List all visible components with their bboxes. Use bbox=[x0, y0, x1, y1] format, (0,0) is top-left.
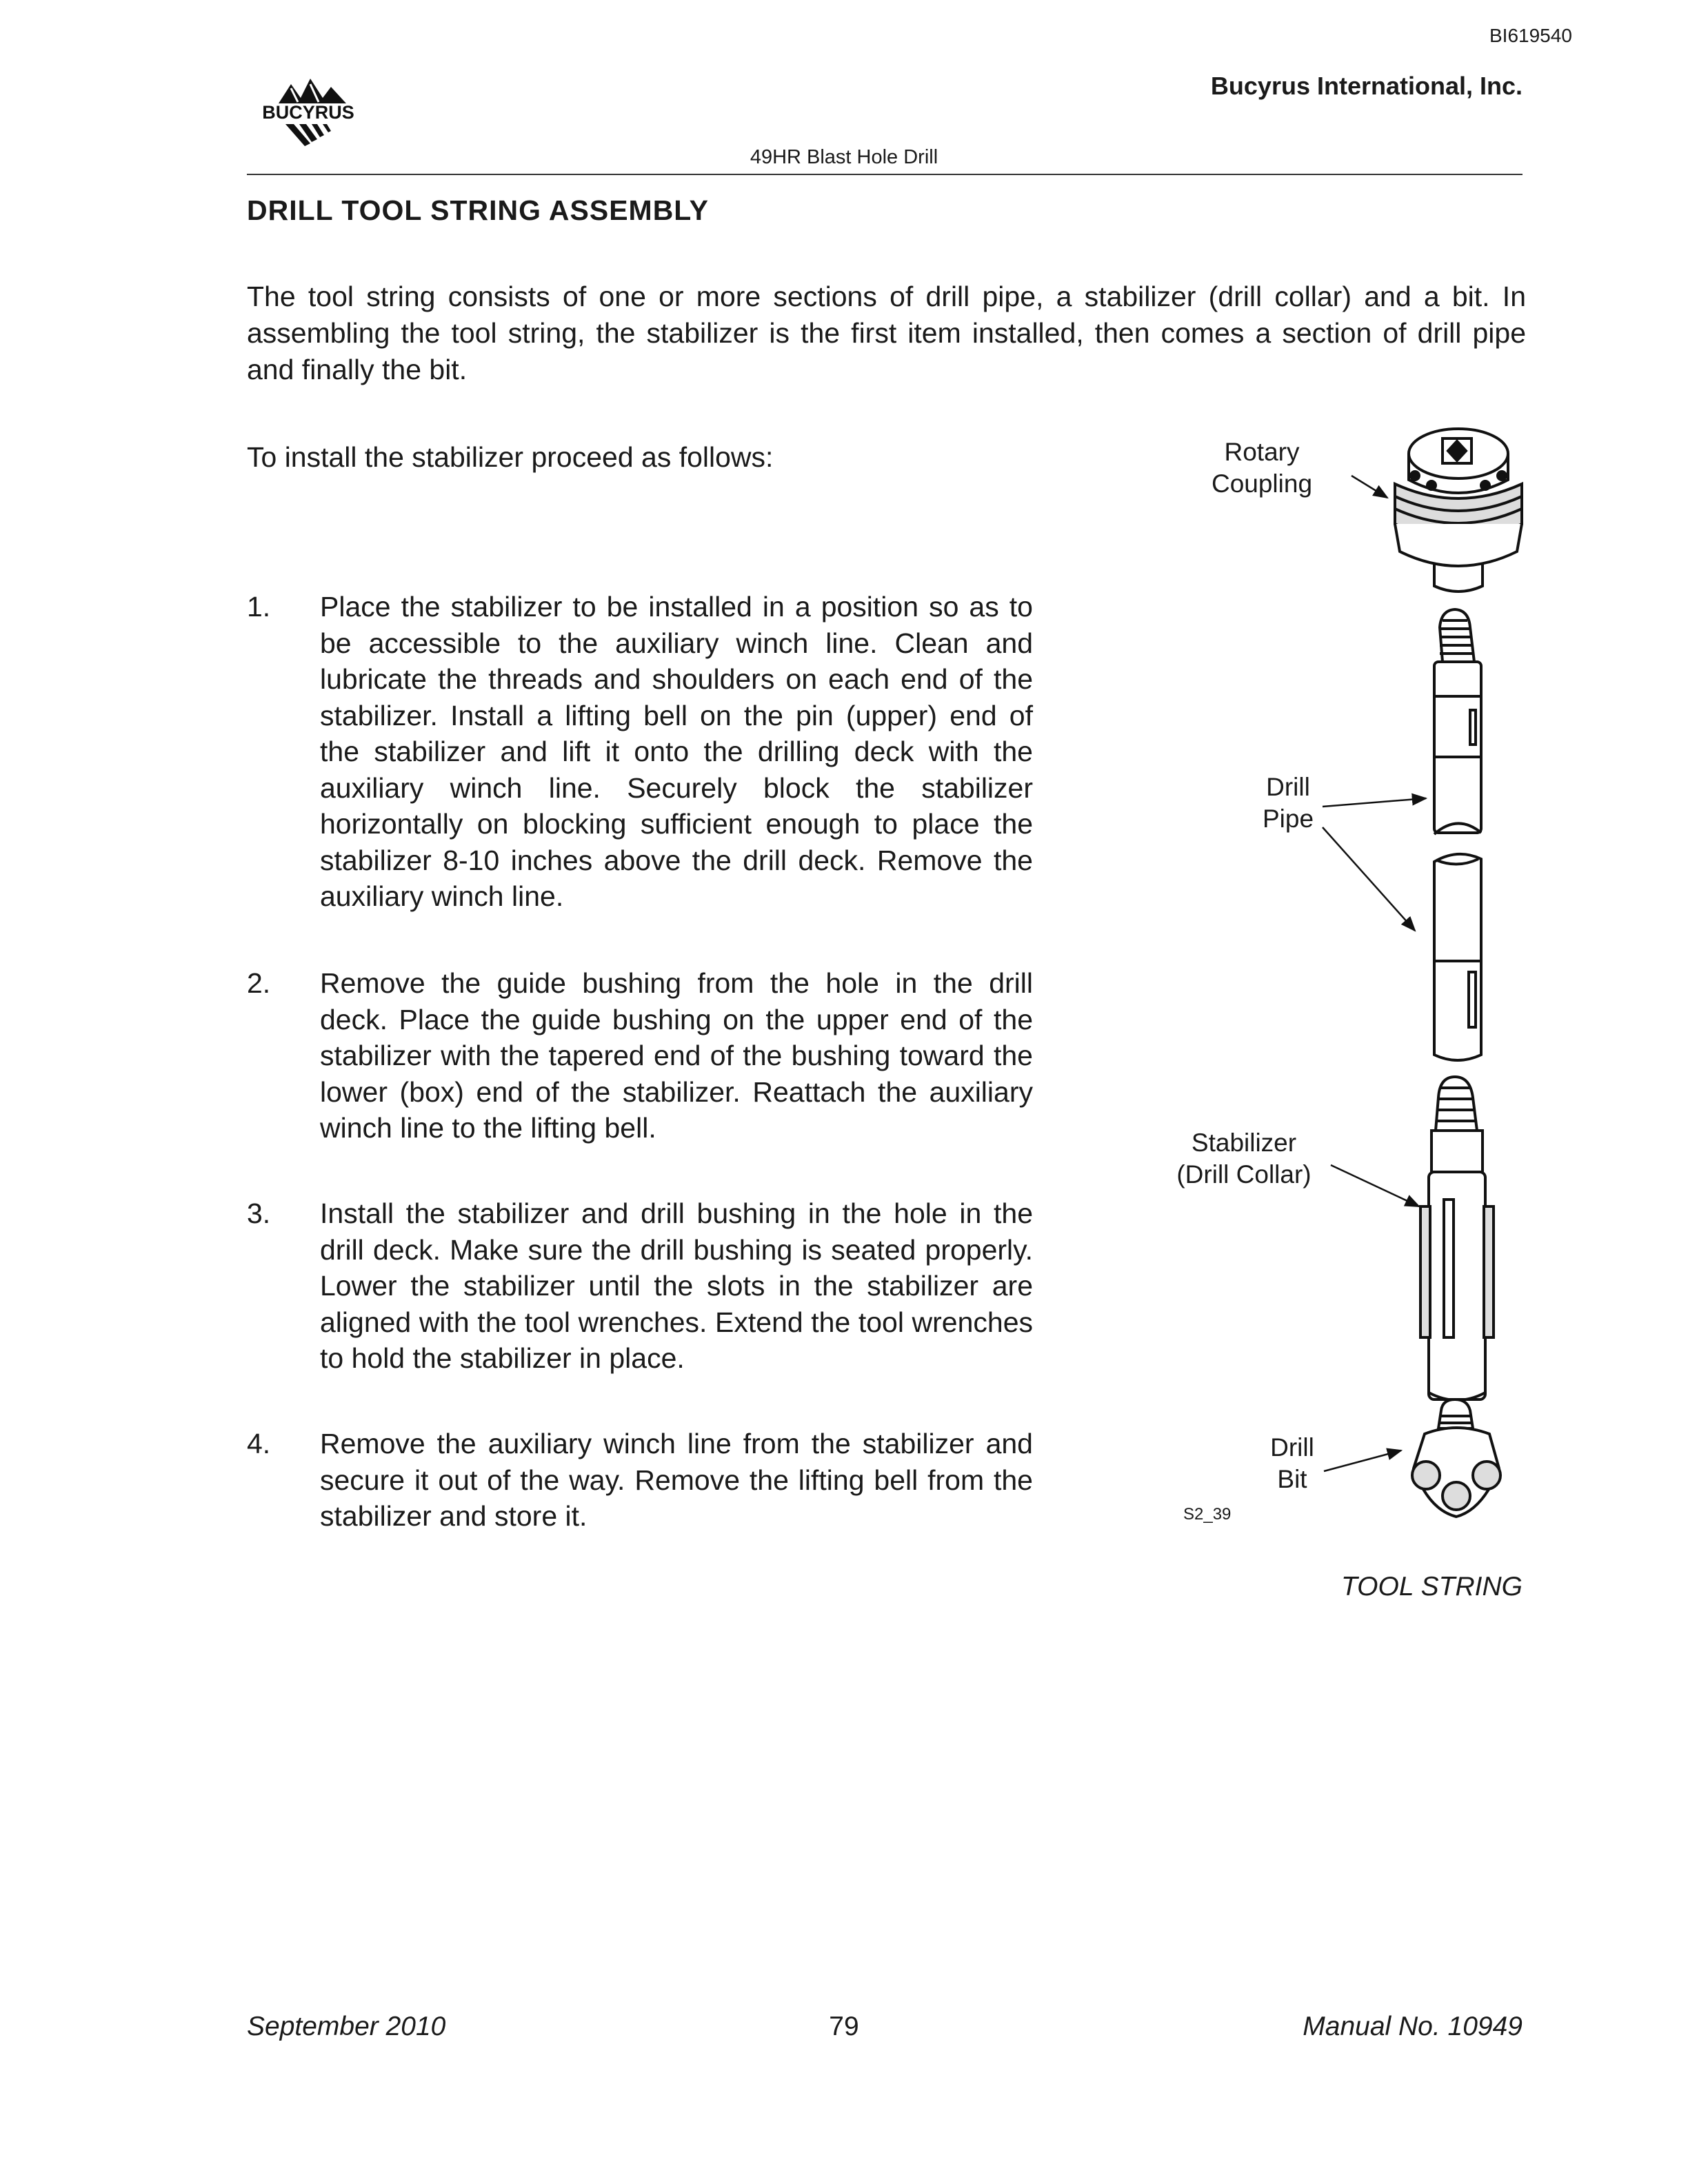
step-number: 4. bbox=[247, 1428, 271, 1459]
stabilizer-drawing bbox=[1420, 1077, 1494, 1400]
figure-caption: TOOL STRING bbox=[1341, 1572, 1523, 1601]
step-item bbox=[247, 1195, 1033, 1377]
rotary-coupling-drawing bbox=[1395, 429, 1522, 592]
company-name: Bucyrus International, Inc. bbox=[1210, 72, 1523, 100]
procedure-lead: To install the stabilizer proceed as follows: bbox=[247, 441, 774, 473]
document-id: BI619540 bbox=[1489, 25, 1572, 46]
step-number: 3. bbox=[247, 1197, 271, 1229]
step-number: 1. bbox=[247, 591, 271, 623]
step-item bbox=[247, 589, 1033, 915]
label-drill-2: Drill bbox=[1270, 1433, 1314, 1462]
manual-number: Manual No. 10949 bbox=[1303, 2012, 1523, 2041]
intro-paragraph: The tool string consists of one or more sections of drill pipe, a stabilizer (drill collar) and a bit. In assembling the tool string, the stabilizer is the first item installed, then comes a section of drill pipe and finally the bit. bbox=[247, 281, 1526, 385]
label-coupling: Coupling bbox=[1211, 469, 1313, 498]
step-text: Remove the guide bushing from the hole in the drill deck. Place the guide bushing on the upper end of the stabilizer with the tapered end of the bushing toward the lower (box) end of the stabilizer. Reattach the auxiliary winch line to the lifting bell. bbox=[320, 967, 1033, 1144]
svg-text:BUCYRUS: BUCYRUS bbox=[262, 102, 354, 123]
label-pipe: Pipe bbox=[1262, 805, 1314, 833]
page-number: 79 bbox=[829, 2012, 859, 2041]
step-item bbox=[247, 965, 1033, 1146]
tool-string-figure bbox=[1158, 421, 1545, 1551]
drill-bit-drawing bbox=[1412, 1399, 1500, 1517]
step-number: 2. bbox=[247, 967, 271, 999]
step-text: Install the stabilizer and drill bushing in the hole in the drill deck. Make sure the drill bushing is seated properly. Lower the stabilizer until the slots in the stabilizer are aligned with the tool wrenches. Extend the tool wrenches to hold the stabilizer in place. bbox=[320, 1197, 1033, 1374]
drill-pipe-lower-drawing bbox=[1434, 854, 1481, 1060]
section-title: DRILL TOOL STRING ASSEMBLY bbox=[247, 194, 709, 226]
label-rotary: Rotary bbox=[1224, 438, 1300, 466]
bucyrus-logo bbox=[243, 69, 374, 152]
label-drill-collar: (Drill Collar) bbox=[1176, 1160, 1312, 1189]
step-text: Place the stabilizer to be installed in a position so as to be accessible to the auxiliary winch line. Clean and lubricate the threads and shoulders on each end of the stabilizer. Install a lifting bell on the pin (upper) end of the stabilizer and lift it onto the drilling deck with the auxiliary winch line. Securely block the stabilizer horizontally on blocking sufficient enough to place the stabilizer 8-10 inches above the drill deck. Remove the auxiliary winch line. bbox=[320, 591, 1033, 912]
manual-subtitle: 49HR Blast Hole Drill bbox=[750, 146, 938, 168]
figure-code: S2_39 bbox=[1183, 1505, 1232, 1524]
step-item bbox=[247, 1426, 1033, 1535]
label-stabilizer: Stabilizer bbox=[1191, 1129, 1297, 1157]
header-rule bbox=[247, 174, 1523, 175]
label-bit: Bit bbox=[1277, 1465, 1307, 1493]
footer-date: September 2010 bbox=[247, 2012, 446, 2041]
label-drill: Drill bbox=[1266, 773, 1310, 801]
drill-pipe-upper-drawing bbox=[1434, 609, 1481, 834]
step-text: Remove the auxiliary winch line from the stabilizer and secure it out of the way. Remove the lifting bell from the stabilizer and store it. bbox=[320, 1428, 1033, 1532]
